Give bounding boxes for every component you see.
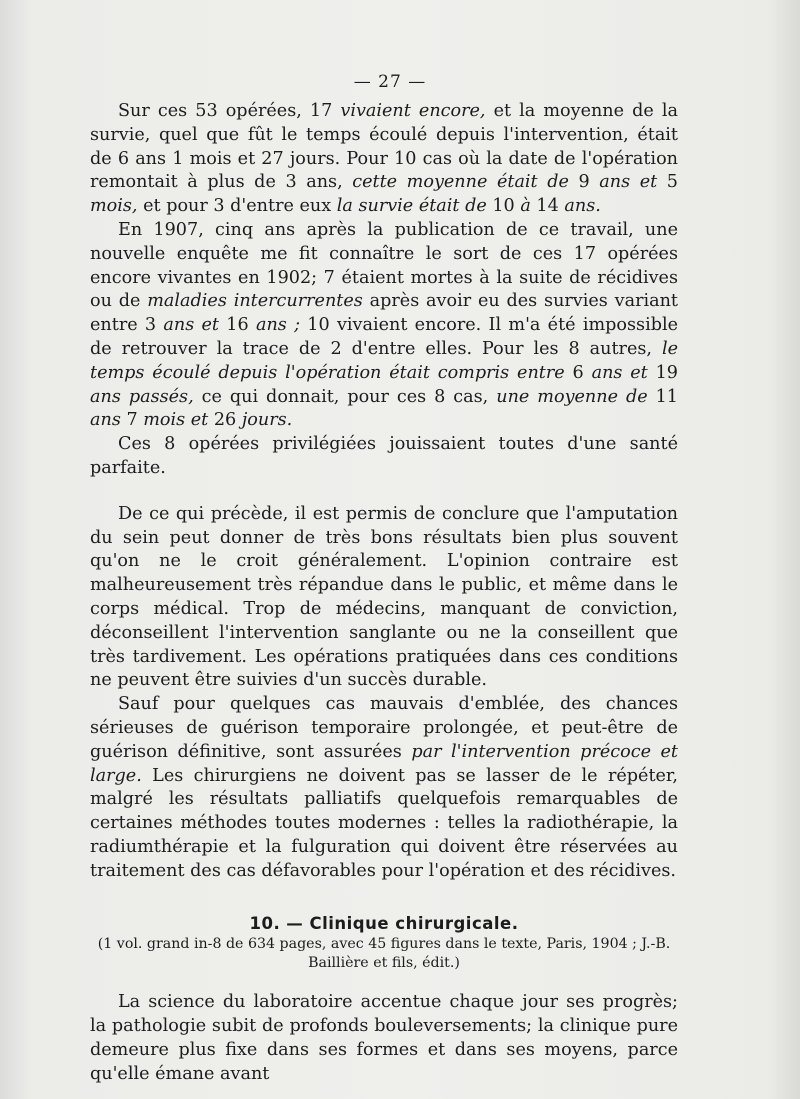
spacer xyxy=(90,481,678,503)
paragraph-privileged-patients: Ces 8 opérées privilégiées jouissaient toutes d'une santé parfaite. xyxy=(90,434,678,478)
paragraph-early-intervention: Sauf pour quelques cas mauvais d'emblée, des chances sérieuses de guérison temporaire prolongée, et peut-être de guérison définitive, sont assurées par l'intervention précoce et large. Les chirurgiens ne doivent pas se lasser de le répéter, malgré les résultats palliatifs quelquefois remarquables de certaines méthodes toutes modernes : telles la radiothérapie, la radiumthérapie et la fulguration qui doivent être réservées au traitement des cas défavorables pour l'opération et des récidives. xyxy=(90,694,678,881)
paragraph-survival-stats: Sur ces 53 opérées, 17 vivaient encore, et la moyenne de la survie, quel que fût le temps écoulé depuis l'intervention, était de 6 ans 1 mois et 27 jours. Pour 10 cas où la date de l'opération remontait à plus de 3 ans, cette moyenne était de 9 ans et 5 mois, et pour 3 d'entre eux la survie était de 10 à 14 ans. xyxy=(90,101,678,217)
section-number: 10. xyxy=(249,913,281,933)
page-number: — 27 — xyxy=(353,72,427,92)
paragraph-conclusion: De ce qui précède, il est permis de conclure que l'amputation du sein peut donner de très bons résultats bien plus souvent qu'on ne le croit généralement. L'opinion contraire est malheureusement très répandue dans le public, et même dans le corps médical. Trop de médecins, manquant de conviction, déconseillent l'intervention sanglante ou ne la conseillent que très tardivement. Les opérations pratiquées dans ces conditions ne peuvent être suivies d'un succès durable. xyxy=(90,503,678,691)
page-body xyxy=(90,100,678,1086)
spacer xyxy=(90,884,678,912)
paragraph-laboratory-science: La science du laboratoire accentue chaque jour ses progrès; la pathologie subit de profonds bouleversements; la clinique pure demeure plus fixe dans ses formes et dans ses moyens, parce qu'elle émane avant xyxy=(90,992,678,1084)
paragraph-1907-survey: En 1907, cinq ans après la publication de ce travail, une nouvelle enquête me fit connaître le sort de ces 17 opérées encore vivantes en 1902; 7 étaient mortes à la suite de récidives ou de maladies intercurrentes après avoir eu des survies variant entre 3 ans et 16 ans ; 10 vivaient encore. Il m'a été impossible de retrouver la trace de 2 d'entre elles. Pour les 8 autres, le temps écoulé depuis l'opération était compris entre 6 ans et 19 ans passés, ce qui donnait, pour ces 8 cas, une moyenne de 11 ans 7 mois et 26 jours. xyxy=(90,219,678,431)
section-heading xyxy=(90,912,678,936)
section-title: — Clinique chirurgicale. xyxy=(286,913,519,933)
bibliographic-note: (1 vol. grand in-8 de 634 pages, avec 45 figures dans le texte, Paris, 1904 ; J.-B. Baillière et fils, édit.) xyxy=(97,936,671,972)
spacer xyxy=(90,973,678,991)
